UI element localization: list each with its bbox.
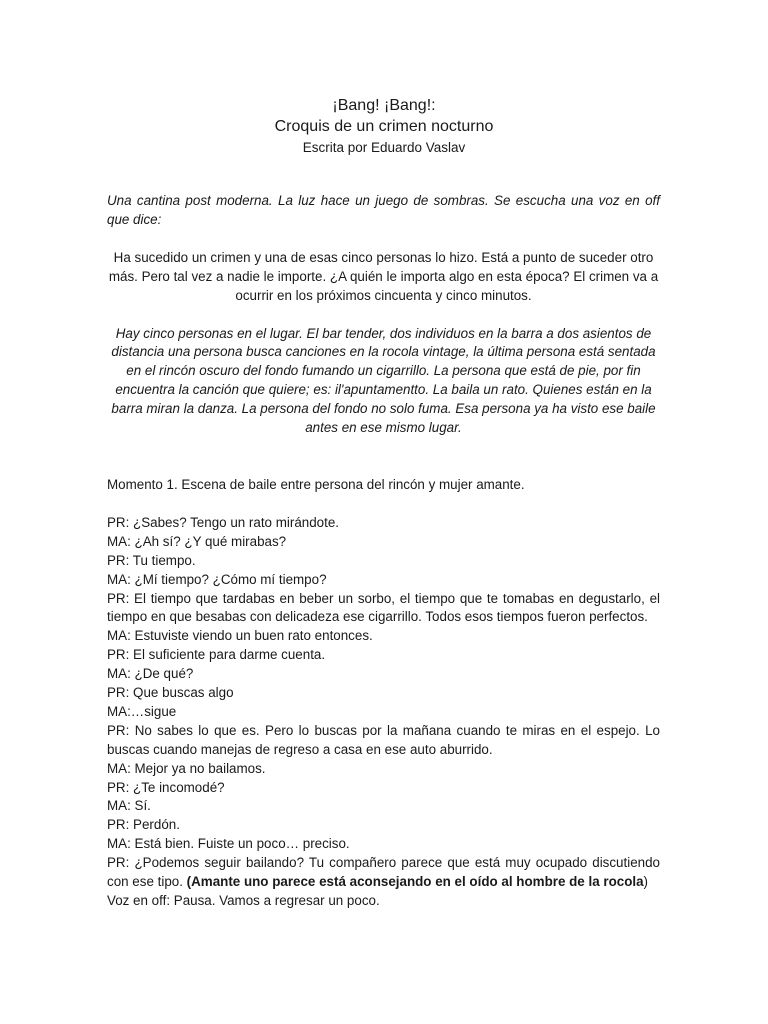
dialogue-line: PR: ¿Sabes? Tengo un rato mirándote. — [107, 514, 339, 530]
dialogue-line: PR: Que buscas algo — [107, 685, 234, 701]
dialogue-line: PR: El suficiente para darme cuenta. — [107, 647, 326, 663]
document-subtitle: Croquis de un crimen nocturno — [274, 118, 494, 135]
dialogue-list — [107, 514, 660, 911]
dialogue-line: MA: Está bien. Fuiste un poco… preciso. — [107, 836, 350, 852]
dialogue-line: MA: ¿De qué? — [107, 666, 194, 682]
author-line: Escrita por Eduardo Vaslav — [302, 140, 466, 155]
dialogue-line: MA: Mejor ya no bailamos. — [107, 760, 266, 776]
dialogue-line: PR: Tu tiempo. — [107, 552, 196, 568]
dialogue-line: MA: ¿Ah sí? ¿Y qué mirabas? — [107, 533, 287, 549]
intro-paragraph: Una cantina post moderna. La luz hace un juego de sombras. Se escucha una voz en off que dice: — [107, 193, 660, 227]
scene-heading: Momento 1. Escena de baile entre persona del rincón y mujer amante. — [107, 476, 525, 492]
dialogue-line: PR: ¿Te incomodé? — [107, 779, 225, 795]
dialogue-line-final: Voz en off: Pausa. Vamos a regresar un poco. — [107, 893, 380, 908]
dialogue-line: PR: Perdón. — [107, 817, 180, 833]
last-pr-close-paren: ) — [643, 874, 649, 890]
dialogue-line: MA: Sí. — [107, 798, 151, 814]
last-pr-stage-note: (Amante uno parece está aconsejando en el oído al hombre de la rocola — [186, 874, 644, 890]
title-block — [0, 96, 768, 157]
document-body — [107, 192, 660, 911]
dialogue-line: MA: ¿Mí tiempo? ¿Cómo mí tiempo? — [107, 571, 327, 587]
last-pr-text: PR: ¿Podemos seguir bailando? Tu compañero parece que está muy ocupado discutiendo con ese tipo. — [107, 855, 660, 890]
document-title: ¡Bang! ¡Bang!: — [332, 97, 436, 114]
voice-over-paragraph: Ha sucedido un crimen y una de esas cinco personas lo hizo. Está a punto de suceder otro más. Pero tal vez a nadie le importe. ¿A quién le importa algo en esta época? El crimen va a ocurrir en los próximos cincuenta y cinco minutos. — [108, 249, 659, 303]
dialogue-line: MA:…sigue — [107, 703, 177, 719]
dialogue-line: PR: El tiempo que tardabas en beber un sorbo, el tiempo que te tomabas en degustarlo, el tiempo en que besabas con delicadeza ese cigarrillo. Todos esos tiempos fueron perfectos. — [107, 590, 660, 625]
dialogue-line-last-pr — [107, 854, 660, 892]
dialogue-line: PR: No sabes lo que es. Pero lo buscas por la mañana cuando te miras en el espejo. Lo buscas cuando manejas de regreso a casa en ese auto aburrido. — [107, 722, 660, 757]
stage-direction-paragraph: Hay cinco personas en el lugar. El bar tender, dos individuos en la barra a dos asientos de distancia una persona busca canciones en la rocola vintage, la última persona está sentada en el rincón oscuro del fondo fumando un cigarrillo. La persona que está de pie, por fin encuentra la canción que quiere; es: il'apuntamentto. La baila un rato. Quienes están en la barra miran la danza. La persona del fondo no solo fuma. Esa persona ya ha visto ese baile antes en ese mismo lugar. — [111, 325, 656, 436]
dialogue-line: MA: Estuviste viendo un buen rato entonces. — [107, 628, 373, 644]
